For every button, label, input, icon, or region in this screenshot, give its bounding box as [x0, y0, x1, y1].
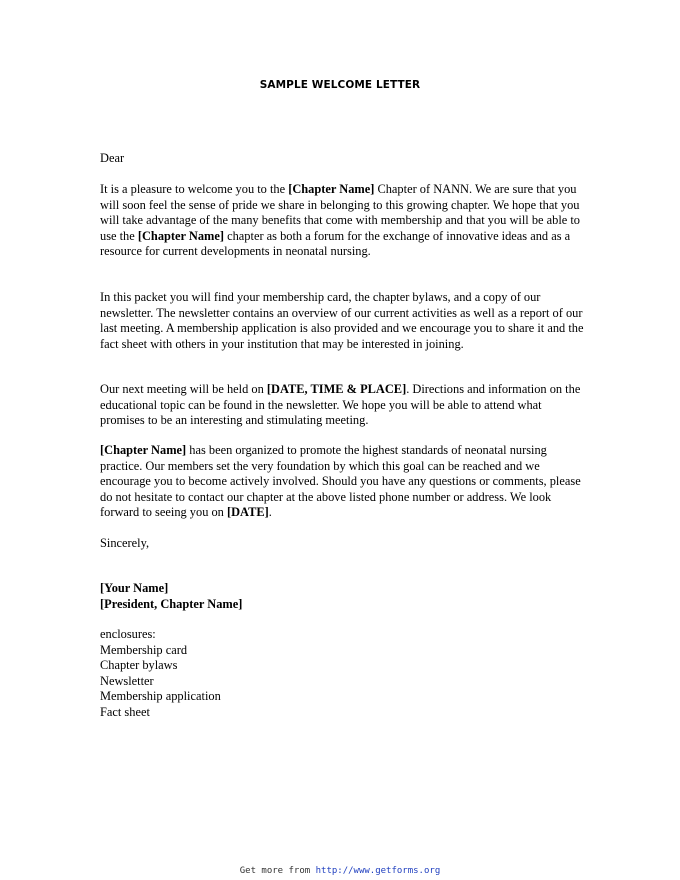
p4-chapter-name: [Chapter Name] — [100, 443, 187, 457]
footer-link[interactable]: http://www.getforms.org — [315, 866, 441, 876]
p4-text-2: . — [268, 505, 272, 519]
p1-text-2: Chapter of NANN. We are sure that you will soon feel the sense of pride we share in belonging to this growing chapter. We hope that you will take advantage of the many benefits that come with membership and that you will be able to use the — [100, 182, 580, 243]
p3-text-1: Our next meeting will be held on — [100, 382, 267, 396]
p4-text-1: has been organized to promote the highest standards of neonatal nursing practice. Our members set the very foundation by which this goal can be reached and we encourage you to become actively involved. Should you have any questions or comments, please do not hesitate to contact our chapter at the above listed phone number or address. We look forward to seeing you on — [100, 443, 581, 519]
enclosure-item: Newsletter — [100, 673, 154, 688]
document-title: SAMPLE WELCOME LETTER — [259, 79, 421, 91]
signature-position: [President, Chapter Name] — [100, 596, 243, 611]
footer-prefix: Get more from — [239, 866, 316, 876]
enclosures-list — [100, 643, 586, 721]
enclosures-block — [100, 627, 586, 720]
signature-block — [100, 581, 586, 612]
p1-text-3: chapter as both a forum for the exchange of innovative ideas and as a resource for current developments in neonatal nursing. — [100, 228, 571, 258]
closing: Sincerely, — [100, 536, 150, 550]
enclosure-item: Chapter bylaws — [100, 658, 178, 672]
salutation: Dear — [100, 151, 125, 165]
signature-name: [Your Name] — [100, 581, 169, 595]
p4-date: [DATE] — [226, 505, 269, 519]
p3-text-2: . Directions and information on the educational topic can be found in the newsletter. We hope you will be able to attend what promises to be an interesting and stimulating meeting. — [100, 382, 581, 427]
paragraph-chapter — [100, 443, 586, 521]
enclosure-item: Fact sheet — [100, 704, 150, 719]
enclosures-label: enclosures: — [100, 627, 156, 641]
paragraph-welcome — [100, 182, 586, 260]
footer — [0, 866, 680, 876]
p1-text-1: It is a pleasure to welcome you to the — [100, 182, 289, 196]
enclosure-item: Membership application — [100, 689, 221, 703]
paragraph-meeting — [100, 382, 586, 429]
paragraph-packet: In this packet you will find your membership card, the chapter bylaws, and a copy of our newsletter. The newsletter contains an overview of our current activities as well as a report of our last meeting. A membership application is also provided and we encourage you to share it and the fact sheet with others in your institution that may be interested in joining. — [100, 290, 584, 351]
p1-chapter-name-2: [Chapter Name] — [137, 228, 225, 243]
enclosure-item: Membership card — [100, 642, 188, 657]
p1-chapter-name-1: [Chapter Name] — [288, 182, 375, 196]
p3-date-time-place: [DATE, TIME & PLACE] — [266, 382, 407, 396]
